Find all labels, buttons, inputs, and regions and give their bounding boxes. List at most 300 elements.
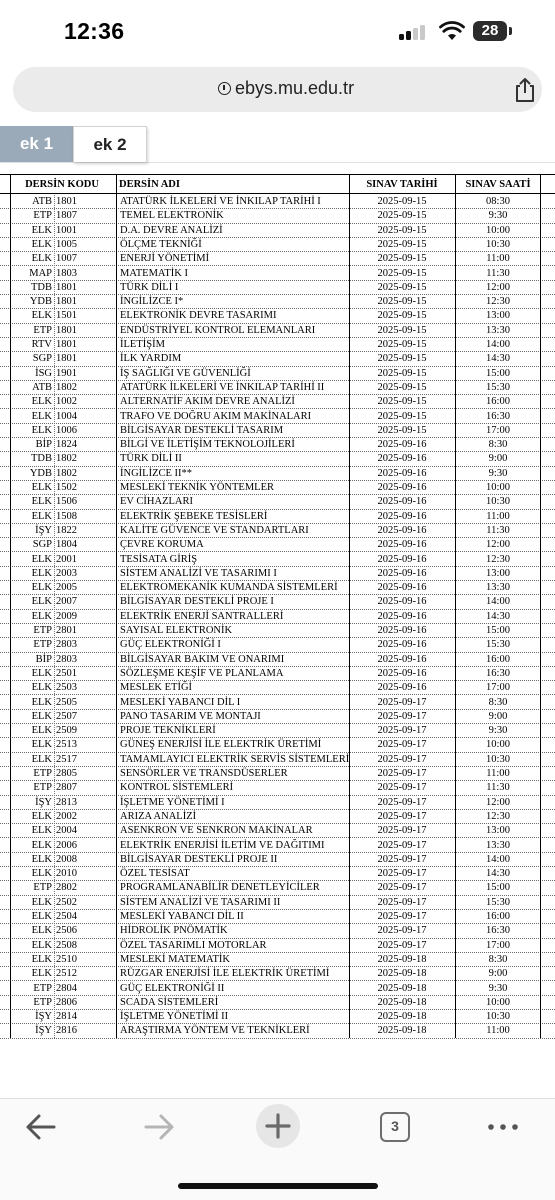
exam-date: 2025-09-15 bbox=[377, 267, 427, 279]
exam-time: 08:30 bbox=[486, 196, 510, 207]
exam-time: 11:30 bbox=[486, 267, 510, 279]
course-name: MESLEKİ TEKNİK YÖNTEMLER bbox=[120, 482, 274, 493]
course-number: 2504 bbox=[56, 911, 77, 922]
course-prefix: ELK bbox=[31, 310, 52, 322]
exam-time: 10:30 bbox=[486, 753, 510, 765]
course-name: TÜRK DİLİ I bbox=[120, 281, 179, 293]
exam-date: 2025-09-18 bbox=[377, 953, 427, 965]
exam-time: 15:30 bbox=[486, 639, 510, 651]
course-number: 2807 bbox=[56, 782, 77, 794]
exam-date: 2025-09-15 bbox=[377, 210, 427, 222]
table-row bbox=[0, 724, 555, 738]
exam-date: 2025-09-18 bbox=[377, 968, 427, 980]
course-number: 1801 bbox=[56, 296, 77, 308]
exam-date: 2025-09-17 bbox=[377, 739, 427, 751]
course-number: 2503 bbox=[56, 682, 77, 694]
course-name: ÇEVRE KORUMA bbox=[120, 539, 204, 551]
table-row bbox=[0, 996, 555, 1010]
course-number: 2505 bbox=[56, 696, 77, 708]
exam-time: 13:00 bbox=[486, 310, 510, 322]
table-row bbox=[0, 910, 555, 924]
exam-time: 8:30 bbox=[488, 953, 508, 965]
course-name: BİLGİSAYAR DESTEKLİ PROJE II bbox=[120, 853, 278, 865]
course-number: 1801 bbox=[56, 196, 77, 207]
course-name: PROJE TEKNİKLERİ bbox=[120, 725, 216, 737]
course-number: 1803 bbox=[56, 267, 77, 279]
exam-date: 2025-09-15 bbox=[377, 424, 427, 436]
table-row bbox=[0, 381, 555, 395]
exam-date: 2025-09-18 bbox=[377, 1025, 427, 1037]
course-prefix: ELK bbox=[31, 596, 52, 608]
course-number: 2003 bbox=[56, 567, 77, 579]
exam-date: 2025-09-15 bbox=[377, 396, 427, 408]
exam-date: 2025-09-17 bbox=[377, 882, 427, 894]
table-row bbox=[0, 753, 555, 767]
sheet-tab-ek-2[interactable]: ek 2 bbox=[73, 126, 147, 162]
course-number: 2002 bbox=[56, 810, 77, 822]
course-prefix: ELK bbox=[31, 610, 52, 622]
course-number: 1004 bbox=[56, 410, 77, 422]
course-number: 2501 bbox=[56, 667, 77, 679]
course-name: MATEMATİK I bbox=[120, 267, 188, 279]
header-exam-time: SINAV SAATİ bbox=[465, 179, 531, 190]
course-prefix: ELK bbox=[31, 667, 52, 679]
exam-time: 10:30 bbox=[486, 1011, 510, 1023]
course-name: BİLGİSAYAR BAKIM VE ONARIMI bbox=[120, 653, 285, 665]
course-name: SENSÖRLER VE TRANSDÜSERLER bbox=[120, 768, 288, 779]
table-row bbox=[0, 553, 555, 567]
course-name: İNGİLİZCE I* bbox=[120, 296, 184, 308]
course-prefix: BİP bbox=[35, 439, 52, 451]
course-number: 1824 bbox=[56, 439, 77, 451]
course-prefix: ETP bbox=[33, 782, 52, 794]
course-prefix: İŞY bbox=[35, 1025, 52, 1037]
exam-date: 2025-09-17 bbox=[377, 911, 427, 922]
exam-date: 2025-09-17 bbox=[377, 868, 427, 880]
exam-date: 2025-09-16 bbox=[377, 610, 427, 622]
new-tab-button[interactable] bbox=[256, 1104, 300, 1148]
course-prefix: ELK bbox=[31, 939, 52, 951]
url-text[interactable]: ebys.mu.edu.tr bbox=[235, 78, 355, 98]
course-number: 2803 bbox=[56, 653, 77, 665]
course-name: ATATÜRK İLKELERİ VE İNKILAP TARİHİ I bbox=[120, 196, 321, 207]
table-rule bbox=[10, 174, 11, 1038]
exam-date: 2025-09-16 bbox=[377, 582, 427, 594]
table-row bbox=[0, 967, 555, 981]
header-course-name: DERSİN ADI bbox=[119, 179, 180, 190]
exam-time: 15:30 bbox=[486, 896, 510, 908]
course-name: BİLGİSAYAR DESTEKLİ TASARIM bbox=[120, 424, 284, 436]
course-prefix: ELK bbox=[31, 739, 52, 751]
course-number: 2506 bbox=[56, 925, 77, 937]
course-number: 1508 bbox=[56, 510, 77, 522]
course-number: 2507 bbox=[56, 710, 77, 722]
course-name: BİLGİ VE İLETİŞİM TEKNOLOJİLERİ bbox=[120, 439, 295, 451]
table-row bbox=[0, 524, 555, 538]
course-prefix: ELK bbox=[31, 853, 52, 865]
course-number: 1506 bbox=[56, 496, 77, 508]
course-number: 2804 bbox=[56, 982, 77, 994]
table-row bbox=[0, 367, 555, 381]
table-row bbox=[0, 224, 555, 238]
table-row bbox=[0, 638, 555, 652]
table-row bbox=[0, 781, 555, 795]
course-name: GÜÇ ELEKTRONİĞİ II bbox=[120, 982, 225, 994]
exam-date: 2025-09-17 bbox=[377, 810, 427, 822]
course-number: 1801 bbox=[56, 281, 77, 293]
exam-date: 2025-09-15 bbox=[377, 353, 427, 365]
exam-date: 2025-09-17 bbox=[377, 710, 427, 722]
table-row bbox=[0, 209, 555, 223]
exam-time: 15:30 bbox=[486, 381, 510, 393]
table-row bbox=[0, 338, 555, 352]
exam-time: 11:00 bbox=[486, 510, 510, 522]
table-row bbox=[0, 252, 555, 266]
course-prefix: ELK bbox=[31, 753, 52, 765]
course-name: ELEKTRİK ENERJİSİ İLETİM VE DAĞITIMI bbox=[120, 839, 325, 851]
tabs-icon[interactable]: 3 bbox=[380, 1112, 410, 1142]
course-name: EV CİHAZLARI bbox=[120, 496, 194, 508]
exam-date: 2025-09-16 bbox=[377, 496, 427, 508]
table-row bbox=[0, 738, 555, 752]
course-prefix: BİP bbox=[35, 653, 52, 665]
course-name: ÖZEL TESİSAT bbox=[120, 868, 190, 880]
exam-date: 2025-09-15 bbox=[377, 410, 427, 422]
table-row bbox=[0, 853, 555, 867]
table-rule bbox=[116, 174, 117, 1038]
course-prefix: ETP bbox=[33, 882, 52, 894]
course-name: TESİSATA GİRİŞ bbox=[120, 553, 198, 565]
exam-date: 2025-09-18 bbox=[377, 996, 427, 1008]
course-prefix: ELK bbox=[31, 253, 52, 265]
course-number: 2007 bbox=[56, 596, 77, 608]
course-number: 2513 bbox=[56, 739, 77, 751]
course-name: SAYISAL ELEKTRONİK bbox=[120, 625, 233, 636]
course-prefix: RTV bbox=[31, 339, 52, 350]
table-row bbox=[0, 467, 555, 481]
table-row bbox=[0, 610, 555, 624]
course-prefix: ELK bbox=[31, 696, 52, 708]
course-name: MESLEKİ YABANCI DİL I bbox=[120, 696, 241, 708]
course-prefix: ELK bbox=[31, 953, 52, 965]
course-prefix: ELK bbox=[31, 424, 52, 436]
table-row bbox=[0, 309, 555, 323]
exam-date: 2025-09-16 bbox=[377, 667, 427, 679]
sheet-tab-ek-1[interactable]: ek 1 bbox=[0, 126, 73, 162]
exam-time: 11:30 bbox=[486, 524, 510, 536]
course-prefix: ETP bbox=[33, 639, 52, 651]
table-row bbox=[0, 195, 555, 209]
course-name: D.A. DEVRE ANALİZİ bbox=[120, 224, 223, 236]
table-row bbox=[0, 824, 555, 838]
course-name: ARAŞTIRMA YÖNTEM VE TEKNİKLERİ bbox=[120, 1025, 310, 1037]
course-number: 1804 bbox=[56, 539, 77, 551]
course-prefix: ETP bbox=[33, 625, 52, 636]
course-number: 2005 bbox=[56, 582, 77, 594]
exam-time: 14:30 bbox=[486, 610, 510, 622]
table-header bbox=[0, 174, 555, 194]
table-row bbox=[0, 1010, 555, 1024]
exam-time: 14:00 bbox=[486, 596, 510, 608]
exam-date: 2025-09-16 bbox=[377, 625, 427, 636]
course-prefix: MAP bbox=[29, 267, 52, 279]
table-row bbox=[0, 881, 555, 895]
course-name: ALTERNATİF AKIM DEVRE ANALİZİ bbox=[120, 396, 295, 408]
course-number: 2006 bbox=[56, 839, 77, 851]
exam-time: 13:30 bbox=[486, 324, 510, 336]
exam-date: 2025-09-15 bbox=[377, 253, 427, 265]
course-number: 2008 bbox=[56, 853, 77, 865]
exam-time: 10:00 bbox=[486, 996, 510, 1008]
table-row bbox=[0, 953, 555, 967]
course-name: SİSTEM ANALİZİ VE TASARIMI I bbox=[120, 567, 277, 579]
header-exam-date: SINAV TARİHİ bbox=[366, 179, 438, 190]
exam-time: 10:30 bbox=[486, 496, 510, 508]
exam-date: 2025-09-16 bbox=[377, 653, 427, 665]
table-row bbox=[0, 510, 555, 524]
status-time: 12:36 bbox=[64, 18, 125, 44]
exam-date: 2025-09-15 bbox=[377, 310, 427, 322]
back-icon[interactable] bbox=[24, 1104, 58, 1150]
exam-date: 2025-09-17 bbox=[377, 768, 427, 779]
course-prefix: ELK bbox=[31, 896, 52, 908]
course-number: 2816 bbox=[56, 1025, 77, 1037]
table-row bbox=[0, 281, 555, 295]
table-row bbox=[0, 896, 555, 910]
course-number: 1802 bbox=[56, 467, 77, 479]
exam-time: 9:00 bbox=[488, 968, 508, 980]
course-number: 2512 bbox=[56, 968, 77, 980]
exam-date: 2025-09-17 bbox=[377, 725, 427, 737]
course-name: GÜNEŞ ENERJİSİ İLE ELEKTRİK ÜRETİMİ bbox=[120, 739, 322, 751]
table-row bbox=[0, 410, 555, 424]
exam-date: 2025-09-16 bbox=[377, 439, 427, 451]
exam-time: 12:00 bbox=[486, 539, 510, 551]
course-number: 2010 bbox=[56, 868, 77, 880]
table-row bbox=[0, 581, 555, 595]
course-prefix: ELK bbox=[31, 911, 52, 922]
battery-icon: 28 bbox=[473, 21, 507, 41]
exam-time: 11:00 bbox=[486, 768, 510, 779]
exam-time: 16:30 bbox=[486, 410, 510, 422]
course-name: TÜRK DİLİ II bbox=[120, 453, 182, 465]
forward-icon[interactable] bbox=[142, 1104, 176, 1150]
exam-time: 11:00 bbox=[486, 1025, 510, 1037]
course-name: SÖZLEŞME KEŞİF VE PLANLAMA bbox=[120, 667, 284, 679]
course-name: İŞ SAĞLIĞI VE GÜVENLİĞİ bbox=[120, 367, 251, 379]
course-prefix: ETP bbox=[33, 324, 52, 336]
exam-time: 17:00 bbox=[486, 682, 510, 694]
course-name: ARIZA ANALİZİ bbox=[120, 810, 197, 822]
exam-time: 12:00 bbox=[486, 796, 510, 808]
course-number: 1801 bbox=[56, 324, 77, 336]
course-name: İLK YARDIM bbox=[120, 353, 182, 365]
course-prefix: ELK bbox=[31, 482, 52, 493]
course-prefix: İSG bbox=[35, 367, 52, 379]
course-name: KONTROL SİSTEMLERİ bbox=[120, 782, 234, 794]
tab-strip-divider bbox=[0, 162, 555, 163]
table-row bbox=[0, 238, 555, 252]
table-row bbox=[0, 653, 555, 667]
course-name: İNGİLİZCE II** bbox=[120, 467, 193, 479]
exam-date: 2025-09-16 bbox=[377, 682, 427, 694]
exam-time: 16:30 bbox=[486, 925, 510, 937]
header-course-code: DERSİN KODU bbox=[25, 179, 99, 190]
exam-time: 13:30 bbox=[486, 839, 510, 851]
course-name: TRAFO VE DOĞRU AKIM MAKİNALARI bbox=[120, 410, 312, 422]
exam-time: 16:00 bbox=[486, 396, 510, 408]
course-prefix: İŞY bbox=[35, 524, 52, 536]
course-name: ÖZEL TASARIMLI MOTORLAR bbox=[120, 939, 267, 951]
course-number: 1901 bbox=[56, 367, 77, 379]
course-number: 2001 bbox=[56, 553, 77, 565]
course-prefix: ELK bbox=[31, 968, 52, 980]
course-prefix: ELK bbox=[31, 725, 52, 737]
exam-date: 2025-09-15 bbox=[377, 196, 427, 207]
course-prefix: ELK bbox=[31, 238, 52, 250]
exam-time: 12:30 bbox=[486, 553, 510, 565]
course-prefix: ATB bbox=[32, 381, 52, 393]
exam-time: 9:30 bbox=[488, 210, 508, 222]
exam-time: 9:00 bbox=[488, 710, 508, 722]
table-row bbox=[0, 624, 555, 638]
course-name: TEMEL ELEKTRONİK bbox=[120, 210, 224, 222]
course-number: 1502 bbox=[56, 482, 77, 493]
course-number: 1802 bbox=[56, 453, 77, 465]
table-rule bbox=[455, 174, 456, 1038]
table-row bbox=[0, 681, 555, 695]
table-row bbox=[0, 867, 555, 881]
table-row bbox=[0, 495, 555, 509]
wifi-icon bbox=[439, 21, 465, 41]
home-indicator bbox=[178, 1183, 378, 1189]
address-bar[interactable] bbox=[13, 67, 542, 112]
exam-time: 10:30 bbox=[486, 238, 510, 250]
exam-date: 2025-09-16 bbox=[377, 453, 427, 465]
exam-date: 2025-09-17 bbox=[377, 925, 427, 937]
exam-date: 2025-09-17 bbox=[377, 839, 427, 851]
course-number: 1005 bbox=[56, 238, 77, 250]
exam-date: 2025-09-17 bbox=[377, 939, 427, 951]
table-row bbox=[0, 538, 555, 552]
status-bar bbox=[0, 0, 555, 64]
table-row bbox=[0, 710, 555, 724]
course-prefix: İŞY bbox=[35, 1011, 52, 1023]
exam-date: 2025-09-16 bbox=[377, 567, 427, 579]
course-name: ELEKTRONİK DEVRE TASARIMI bbox=[120, 310, 277, 322]
exam-date: 2025-09-17 bbox=[377, 825, 427, 837]
course-number: 1001 bbox=[56, 224, 77, 236]
table-row bbox=[0, 839, 555, 853]
share-icon[interactable] bbox=[513, 77, 537, 103]
table-row bbox=[0, 295, 555, 309]
course-number: 2813 bbox=[56, 796, 77, 808]
course-prefix: ELK bbox=[31, 410, 52, 422]
table-row bbox=[0, 924, 555, 938]
course-name: ASENKRON VE SENKRON MAKİNALAR bbox=[120, 825, 313, 837]
exam-time: 16:30 bbox=[486, 667, 510, 679]
exam-time: 8:30 bbox=[488, 696, 508, 708]
exam-date: 2025-09-15 bbox=[377, 381, 427, 393]
course-name: ELEKTRİK ENERJİ SANTRALLERİ bbox=[120, 610, 284, 622]
course-prefix: SGP bbox=[32, 539, 52, 551]
course-prefix: TDB bbox=[31, 281, 52, 293]
exam-date: 2025-09-17 bbox=[377, 696, 427, 708]
course-name: İŞLETME YÖNETİMİ I bbox=[120, 796, 225, 808]
course-number: 1807 bbox=[56, 210, 77, 222]
cellular-signal-icon bbox=[399, 24, 429, 40]
course-name: ELEKTROMEKANİK KUMANDA SİSTEMLERİ bbox=[120, 582, 338, 594]
course-number: 1801 bbox=[56, 339, 77, 350]
course-prefix: ELK bbox=[31, 925, 52, 937]
course-name: ATATÜRK İLKELERİ VE İNKILAP TARİHİ II bbox=[120, 381, 325, 393]
exam-date: 2025-09-15 bbox=[377, 238, 427, 250]
exam-date: 2025-09-16 bbox=[377, 639, 427, 651]
exam-date: 2025-09-17 bbox=[377, 782, 427, 794]
table-rule bbox=[54, 195, 55, 1038]
table-row bbox=[0, 982, 555, 996]
exam-date: 2025-09-16 bbox=[377, 510, 427, 522]
plus-icon bbox=[256, 1104, 300, 1148]
course-number: 1802 bbox=[56, 381, 77, 393]
course-name: MESLEKİ MATEMATİK bbox=[120, 953, 230, 965]
table-rule bbox=[349, 174, 350, 1038]
course-number: 2502 bbox=[56, 896, 77, 908]
course-number: 2801 bbox=[56, 625, 77, 636]
exam-date: 2025-09-15 bbox=[377, 324, 427, 336]
exam-time: 13:00 bbox=[486, 825, 510, 837]
exam-time: 10:00 bbox=[486, 482, 510, 493]
table-row bbox=[0, 438, 555, 452]
exam-date: 2025-09-16 bbox=[377, 553, 427, 565]
exam-time: 13:30 bbox=[486, 582, 510, 594]
course-prefix: ELK bbox=[31, 396, 52, 408]
exam-date: 2025-09-16 bbox=[377, 482, 427, 493]
course-number: 1002 bbox=[56, 396, 77, 408]
site-info-icon[interactable] bbox=[218, 82, 231, 95]
table-row bbox=[0, 667, 555, 681]
course-name: ELEKTRİK ŞEBEKE TESİSLERİ bbox=[120, 510, 268, 522]
table-row bbox=[0, 395, 555, 409]
course-number: 2509 bbox=[56, 725, 77, 737]
course-name: BİLGİSAYAR DESTEKLİ PROJE I bbox=[120, 596, 274, 608]
course-prefix: YDB bbox=[29, 467, 52, 479]
course-prefix: ETP bbox=[33, 768, 52, 779]
course-number: 2009 bbox=[56, 610, 77, 622]
course-prefix: ELK bbox=[31, 810, 52, 822]
course-name: TAMAMLAYICI ELEKTRİK SERVİS SİSTEMLERİ bbox=[120, 753, 350, 765]
table-row bbox=[0, 810, 555, 824]
course-prefix: YDB bbox=[29, 296, 52, 308]
course-number: 2805 bbox=[56, 768, 77, 779]
table-row bbox=[0, 796, 555, 810]
course-name: GÜÇ ELEKTRONİĞİ I bbox=[120, 639, 221, 651]
exam-date: 2025-09-17 bbox=[377, 796, 427, 808]
table-row bbox=[0, 939, 555, 953]
table-row bbox=[0, 1024, 555, 1038]
exam-time: 9:30 bbox=[488, 982, 508, 994]
more-icon[interactable] bbox=[486, 1104, 520, 1150]
exam-time: 15:00 bbox=[486, 625, 510, 636]
table-row bbox=[0, 352, 555, 366]
course-number: 1822 bbox=[56, 524, 77, 536]
course-prefix: TDB bbox=[31, 453, 52, 465]
course-name: MESLEKİ YABANCI DİL II bbox=[120, 911, 244, 922]
exam-time: 11:00 bbox=[486, 253, 510, 265]
exam-date: 2025-09-17 bbox=[377, 853, 427, 865]
course-name: SİSTEM ANALİZİ VE TASARIMI II bbox=[120, 896, 281, 908]
course-name: RÜZGAR ENERJİSİ İLE ELEKTRİK ÜRETİMİ bbox=[120, 968, 330, 980]
